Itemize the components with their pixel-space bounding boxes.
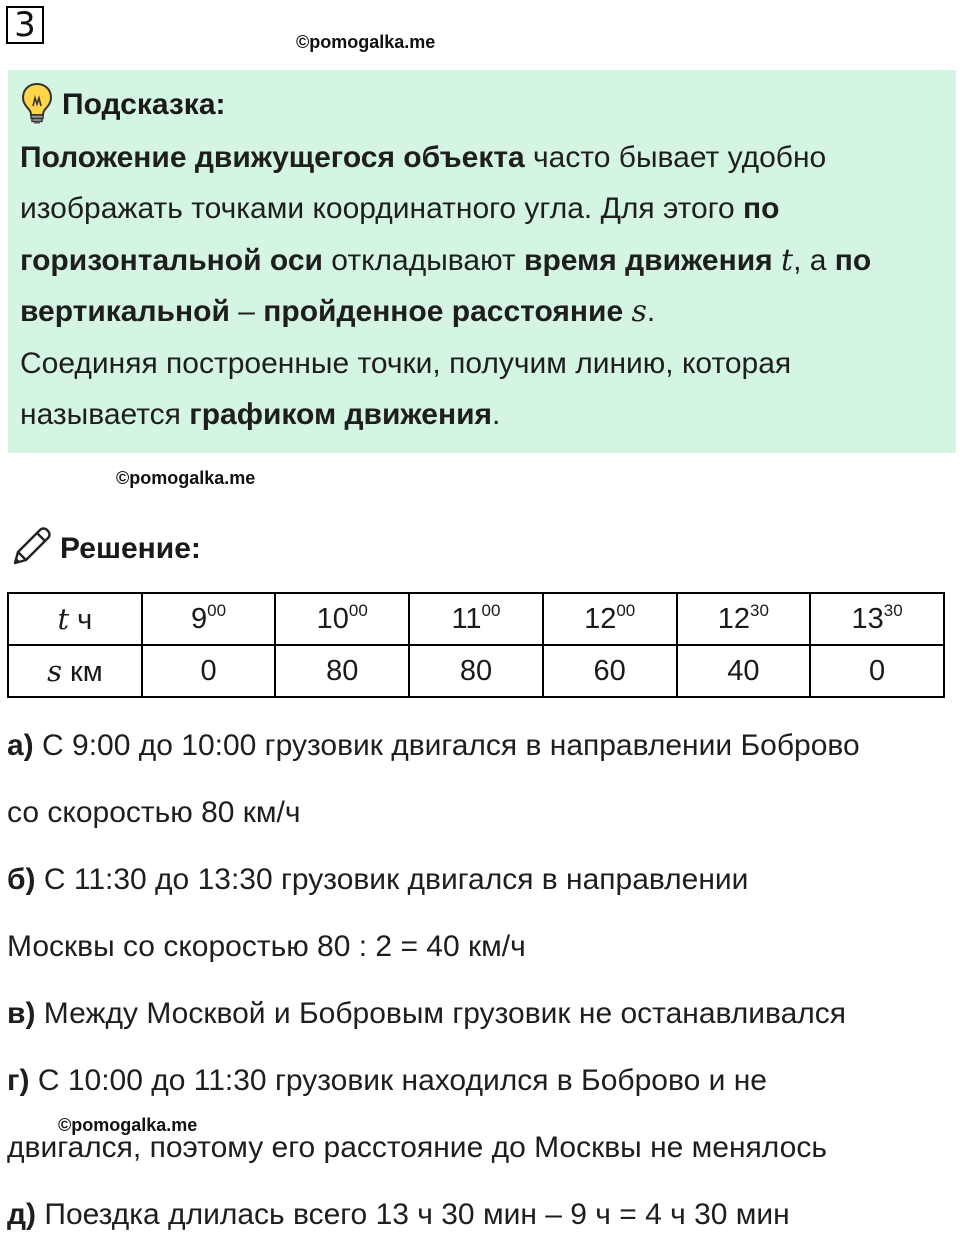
answer-text: Поездка длилась всего 13 ч 30 мин – 9 ч = 4 ч 30 мин — [36, 1198, 790, 1231]
motion-table — [7, 592, 945, 698]
time-cell — [677, 593, 811, 645]
pencil-icon — [10, 524, 54, 573]
hint-bold: Положение движущегося объекта — [20, 141, 525, 174]
hint-fragment: часто бывает удобно изображать точками координатного угла. Для этого — [20, 141, 827, 226]
hint-bold: по горизонтальной оси — [20, 192, 780, 277]
distance-header — [8, 645, 142, 697]
hint-fragment: – — [229, 295, 264, 329]
answer-label: в) — [7, 997, 36, 1030]
answer-label: д) — [7, 1198, 37, 1231]
time-cell — [543, 593, 677, 645]
distance-cell: 40 — [677, 645, 811, 697]
watermark: ©pomogalka.me — [58, 1115, 198, 1135]
distance-row — [8, 645, 944, 697]
time-hour: 11 — [451, 602, 482, 635]
hint-fragment: Соединяя построенные точки, получим линию, которая называется — [20, 346, 792, 432]
t-unit: ч — [69, 603, 93, 636]
hint-bold: по вертикальной — [20, 243, 872, 329]
hint-fragment: , а — [793, 243, 835, 277]
solution-header — [10, 524, 201, 573]
hint-fragment: . — [646, 295, 656, 329]
hint-title: Подсказка: — [62, 88, 226, 121]
answer-g — [7, 1051, 957, 1118]
answer-text: Между Москвой и Бобровым грузовик не останавливался — [35, 997, 847, 1030]
lightbulb-icon — [20, 82, 54, 129]
hint-text — [20, 132, 942, 440]
answers — [7, 716, 957, 1252]
distance-cell: 0 — [810, 645, 944, 697]
answer-label: а) — [7, 729, 34, 762]
hint-box — [8, 70, 956, 453]
hint-fragment: откладывают — [322, 243, 524, 277]
hint-bold: время движения — [524, 243, 773, 277]
hint-bold: пройденное расстояние — [263, 295, 624, 329]
answer-a — [7, 716, 957, 783]
answer-label: г) — [7, 1064, 30, 1097]
time-row — [8, 593, 944, 645]
answer-label: б) — [7, 863, 36, 896]
time-hour: 9 — [191, 602, 208, 635]
hint-bold: графиком движения — [189, 398, 493, 432]
distance-cell: 0 — [142, 645, 276, 697]
hint-fragment: . — [492, 398, 501, 432]
answer-b — [7, 850, 957, 917]
time-minutes: 00 — [481, 600, 501, 620]
t-variable: t — [57, 601, 70, 636]
answer-text: С 10:00 до 11:30 грузовик находился в Боброво и не — [29, 1064, 767, 1097]
s-unit: км — [61, 655, 103, 688]
answer-a-cont — [7, 783, 957, 850]
time-cell — [142, 593, 276, 645]
answer-b-cont — [7, 917, 957, 984]
solution-title: Решение: — [60, 531, 201, 565]
answer-text: С 11:30 до 13:30 грузовик двигался в направлении — [35, 863, 749, 896]
time-cell — [810, 593, 944, 645]
time-minutes: 30 — [883, 600, 903, 620]
time-header — [8, 593, 142, 645]
time-minutes: 00 — [348, 600, 368, 620]
distance-cell: 60 — [543, 645, 677, 697]
watermark: ©pomogalka.me — [296, 32, 436, 52]
time-hour: 13 — [851, 602, 884, 635]
watermark: ©pomogalka.me — [116, 468, 256, 488]
time-hour: 12 — [584, 602, 617, 635]
time-cell — [409, 593, 543, 645]
time-minutes: 00 — [616, 600, 636, 620]
answer-text: со скоростью 80 км/ч — [7, 796, 301, 829]
distance-cell: 80 — [275, 645, 409, 697]
answer-text: Москвы со скоростью 80 : 2 = 40 км/ч — [7, 930, 526, 963]
task-number: 3 — [6, 6, 44, 44]
answer-d — [7, 1185, 957, 1252]
s-variable: s — [47, 653, 62, 688]
time-hour: 10 — [316, 602, 349, 635]
time-cell — [275, 593, 409, 645]
answer-v — [7, 984, 957, 1051]
answer-text: С 9:00 до 10:00 грузовик двигался в направлении Боброво — [33, 729, 860, 762]
hint-header — [20, 76, 942, 134]
time-minutes: 30 — [750, 600, 769, 620]
hint-var-s: s — [631, 294, 647, 330]
distance-cell: 80 — [409, 645, 543, 697]
time-minutes: 00 — [207, 600, 227, 620]
answer-text: двигался, поэтому его расстояние до Москвы не менялось — [7, 1131, 827, 1164]
hint-var-t: t — [781, 242, 794, 278]
time-hour: 12 — [717, 602, 751, 635]
